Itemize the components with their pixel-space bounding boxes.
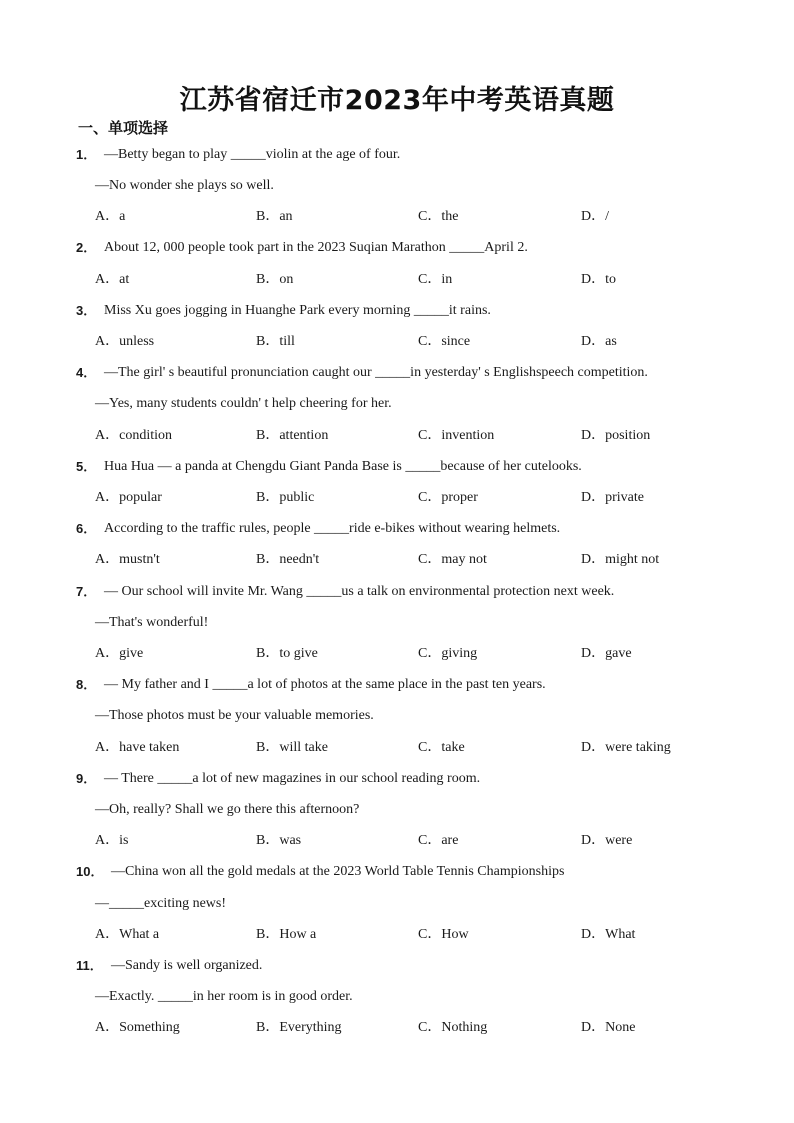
answer-option: A．have taken	[95, 740, 180, 755]
answer-option: D．What	[581, 927, 636, 942]
question-stem: About 12, 000 people took part in the 2023 Suqian Marathon _____April 2.	[104, 240, 528, 255]
answer-option: D．to	[581, 272, 616, 287]
question-stem: —China won all the gold medals at the 2023 World Table Tennis Championships	[111, 864, 565, 879]
answer-option: A．Something	[95, 1020, 180, 1035]
question-reply: —Exactly. _____in her room is in good order.	[95, 989, 353, 1004]
answer-option: A．What a	[95, 927, 160, 942]
answer-option: A．condition	[95, 428, 172, 443]
answer-option: A．is	[95, 833, 129, 848]
answer-option: C．proper	[418, 490, 478, 505]
question-stem: —The girl' s beautiful pronunciation caught our _____in yesterday' s Englishspeech competition.	[104, 365, 648, 380]
answer-option: B．public	[256, 490, 315, 505]
question-stem: Hua Hua — a panda at Chengdu Giant Panda Base is _____because of her cutelooks.	[104, 459, 582, 474]
answer-option: B．will take	[256, 740, 328, 755]
question-number: 4．	[76, 365, 97, 380]
question-reply: —Yes, many students couldn' t help cheering for her.	[95, 396, 392, 411]
answer-option: B．an	[256, 209, 293, 224]
question-reply: —Oh, really? Shall we go there this afternoon?	[95, 802, 360, 817]
answer-option: A．unless	[95, 334, 155, 349]
answer-option: D．None	[581, 1020, 636, 1035]
answer-option: D．private	[581, 490, 644, 505]
answer-option: D．/	[581, 209, 609, 224]
answer-option: C．Nothing	[418, 1020, 488, 1035]
question-number: 2．	[76, 240, 97, 255]
answer-option: A．popular	[95, 490, 162, 505]
question-reply: —No wonder she plays so well.	[95, 178, 274, 193]
answer-option: B．attention	[256, 428, 329, 443]
question-number: 11．	[76, 958, 103, 973]
question-stem: According to the traffic rules, people _____ride e-bikes without wearing helmets.	[104, 521, 561, 536]
answer-option: D．gave	[581, 646, 632, 661]
question-stem: —Betty began to play _____violin at the age of four.	[104, 147, 401, 162]
question-number: 6．	[76, 521, 97, 536]
question-stem: Miss Xu goes jogging in Huanghe Park every morning _____it rains.	[104, 303, 491, 318]
answer-option: C．invention	[418, 428, 495, 443]
question-stem: — Our school will invite Mr. Wang _____us a talk on environmental protection next week.	[104, 584, 615, 599]
question-reply: —_____exciting news!	[95, 896, 227, 911]
answer-option: C．take	[418, 740, 465, 755]
page-title: 江苏省宿迁市2023年中考英语真题	[179, 85, 615, 116]
question-number: 8．	[76, 677, 97, 692]
answer-option: D．position	[581, 428, 651, 443]
question-number: 9．	[76, 771, 97, 786]
answer-option: C．may not	[418, 552, 487, 567]
answer-option: B．was	[256, 833, 302, 848]
answer-option: C．in	[418, 272, 453, 287]
answer-option: A．give	[95, 646, 144, 661]
answer-option: A．mustn't	[95, 552, 160, 567]
answer-option: B．on	[256, 272, 294, 287]
question-number: 3．	[76, 303, 97, 318]
answer-option: D．as	[581, 334, 617, 349]
answer-option: B．Everything	[256, 1020, 342, 1035]
answer-option: A．at	[95, 272, 130, 287]
answer-option: D．were	[581, 833, 633, 848]
question-number: 7．	[76, 584, 97, 599]
question-number: 10．	[76, 864, 104, 879]
answer-option: B．How a	[256, 927, 317, 942]
answer-option: B．to give	[256, 646, 318, 661]
answer-option: C．How	[418, 927, 469, 942]
answer-option: B．till	[256, 334, 295, 349]
question-stem: — My father and I _____a lot of photos at the same place in the past ten years.	[104, 677, 546, 692]
question-number: 5．	[76, 459, 97, 474]
question-stem: —Sandy is well organized.	[111, 958, 263, 973]
question-reply: —Those photos must be your valuable memories.	[95, 708, 374, 723]
answer-option: C．the	[418, 209, 459, 224]
question-number: 1．	[76, 147, 97, 162]
question-stem: — There _____a lot of new magazines in our school reading room.	[104, 771, 481, 786]
section-heading: 一、单项选择	[78, 119, 169, 137]
answer-option: B．needn't	[256, 552, 320, 567]
answer-option: A．a	[95, 209, 126, 224]
answer-option: C．giving	[418, 646, 478, 661]
answer-option: D．might not	[581, 552, 660, 567]
answer-option: C．since	[418, 334, 471, 349]
answer-option: D．were taking	[581, 740, 671, 755]
question-reply: —That's wonderful!	[95, 615, 209, 630]
answer-option: C．are	[418, 833, 459, 848]
